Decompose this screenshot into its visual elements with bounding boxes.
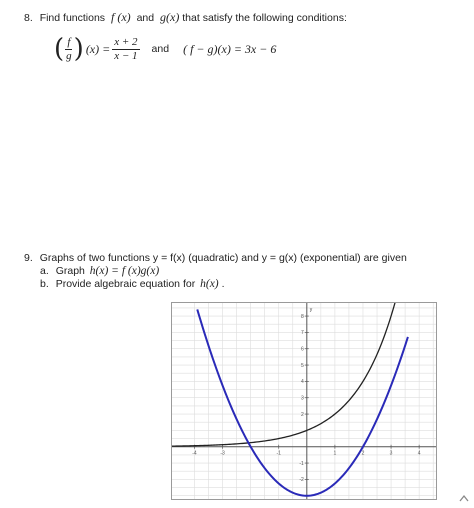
right-paren: ) [73, 34, 84, 64]
y-tick-label: 4 [301, 379, 304, 386]
part-a-text: Graph [55, 265, 85, 277]
y-tick-label: -2 [299, 477, 304, 484]
part-b-label: b. [40, 278, 49, 290]
scroll-up-arrow-icon[interactable] [458, 490, 470, 500]
function-graph [171, 302, 437, 500]
problem-8-suffix: that satisfy the following conditions: [182, 12, 347, 24]
part-b-math: h(x) [200, 278, 219, 290]
y-tick-label: -1 [299, 460, 304, 467]
and-middle: and [151, 43, 170, 55]
fraction-denominator: g [66, 49, 72, 62]
fraction-numerator: f [67, 35, 71, 48]
rational-expression [112, 37, 139, 62]
equation-1-arg: (x) = [85, 41, 111, 56]
y-axis-label: y [309, 307, 313, 313]
rational-numerator: x + 2 [114, 35, 138, 48]
part-b-text: Provide algebraic equation for [55, 278, 196, 290]
f-over-g-fraction [64, 37, 74, 62]
problem-8-number: 8. [24, 12, 33, 24]
y-tick-label: 2 [301, 411, 304, 418]
x-tick-label: -4 [192, 450, 197, 457]
problem-8-prefix: Find functions [39, 12, 106, 24]
problem-9-number: 9. [24, 252, 33, 264]
x-tick-label: 3 [389, 450, 393, 457]
f-of-x: f (x) [110, 10, 131, 24]
y-tick-label: 5 [301, 362, 304, 369]
x-tick-label: -1 [276, 450, 281, 457]
x-tick-label: 1 [333, 450, 337, 457]
x-tick-label: 4 [417, 450, 421, 457]
rational-denominator: x − 1 [114, 49, 138, 62]
y-tick-label: 3 [301, 395, 304, 402]
problem-9-statement [24, 252, 407, 264]
equation-2: ( f − g)(x) = 3x − 6 [183, 41, 277, 56]
x-tick-label: 2 [361, 450, 365, 457]
y-tick-label: 6 [301, 346, 304, 353]
g-of-x: g(x) [160, 10, 180, 24]
equation-row [54, 34, 276, 64]
part-b [40, 278, 224, 290]
y-tick-label: 7 [301, 330, 304, 337]
part-a-math: h(x) = f (x)g(x) [89, 265, 160, 277]
left-paren: ( [54, 34, 65, 64]
plot-svg [172, 303, 436, 499]
quadratic-curve [197, 309, 408, 495]
problem-9-text: Graphs of two functions y = f(x) (quadratic) and y = g(x) (exponential) are given [39, 252, 407, 264]
y-tick-label: 8 [301, 313, 304, 320]
part-b-period: . [221, 278, 225, 290]
problem-8-statement [24, 10, 347, 25]
part-a-label: a. [40, 265, 49, 277]
x-tick-label: -3 [220, 450, 225, 457]
and-word: and [136, 12, 155, 24]
part-a [40, 265, 159, 277]
